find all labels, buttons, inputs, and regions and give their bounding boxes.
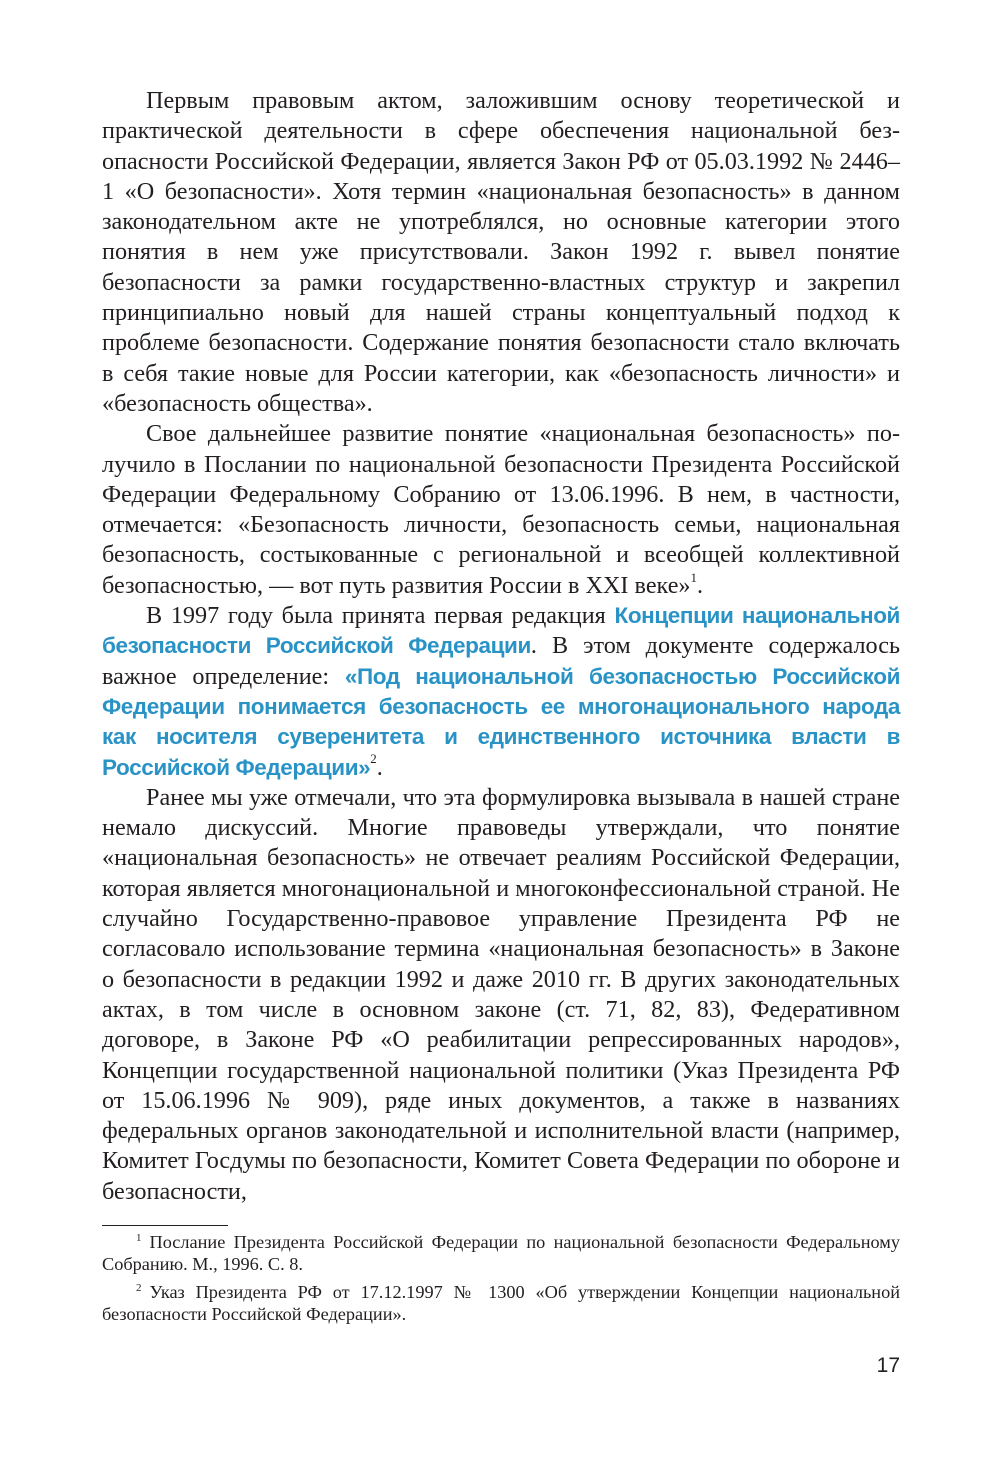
footnote-1	[102, 1231, 900, 1275]
paragraph-1	[102, 86, 900, 419]
footnotes	[102, 1231, 900, 1331]
footnote-2-mark: 2	[136, 1281, 142, 1294]
paragraph-4	[102, 783, 900, 1207]
footnote-divider	[102, 1225, 228, 1226]
paragraph-3	[102, 601, 900, 783]
paragraph-3-mid: . В этом документе содержалось важное определение:	[102, 632, 900, 690]
footnote-ref-2[interactable]: 2	[370, 751, 377, 767]
paragraph-1-text: Первым правовым актом, заложившим основу теоретической и практической деятельности в сфере обеспечения национальной безопасности Российской Федерации, является Закон РФ от 05.03.1992 № 2446–1 «О безопасности». Хотя термин «национальная безопасность» в данном законодательном акте не употреблялся, но основные категории этого понятия в нем уже присутствовали. Закон 1992 г. вывел понятие безопасности за рамки государственно-властных структур и закрепил принципиально новый для нашей страны концептуальный подход к проблеме безопасности. Содержание понятия безопасности стало включать в себя такие новые для России категории, как «безопасность личности» и «безопасность общества».	[102, 87, 900, 417]
page-number: 17	[876, 1354, 900, 1377]
paragraph-2	[102, 419, 900, 601]
main-text	[102, 86, 900, 1207]
footnote-ref-1[interactable]: 1	[690, 569, 698, 585]
footnote-2-text: Указ Президента РФ от 17.12.1997 № 1300 «Об утверждении Концепции национальной безопасности Российской Федерации».	[102, 1282, 900, 1324]
paragraph-3-end: .	[376, 753, 383, 781]
footnote-1-text: Послание Президента Российской Федерации по национальной безопасности Федеральному Собранию. М., 1996. С. 8.	[102, 1232, 900, 1274]
paragraph-4-text: Ранее мы уже отмечали, что эта формулировка вызывала в нашей стране немало дискуссий. Многие правоведы утверждали, что понятие «национальная безопасность» не отвечает реалиям Российской Федерации, которая является многонациональной и многоконфессиональной страной. Не случайно Государственно-правовое управление Президента РФ не согласовало использование термина «национальная безопасность» в Законе о безопасности в редакции 1992 и даже 2010 гг. В других законодательных актах, в том числе в основном законе (ст. 71, 82, 83), Федеративном договоре, в Законе РФ «О реабилитации репрессированных народов», Концепции государственной национальной политики (Указ Президента РФ от 15.06.1996 № 909), ряде иных документов, а также в названиях федеральных органов законодательной и исполнительной власти (например, Комитет Госдумы по безопасности, Комитет Совета Федерации по обороне и безопасности,	[102, 783, 900, 1205]
paragraph-2-end: .	[697, 571, 704, 599]
paragraph-3-start: В 1997 году была принята первая редакция	[146, 602, 615, 630]
footnote-2	[102, 1281, 900, 1325]
paragraph-2-text: Свое дальнейшее развитие понятие «национальная безопасность» получило в Послании по национальной безопасности Президента Российской Федерации Федеральному Собранию от 13.06.1996. В нем, в частности, отмечается: «Безопасность личности, безопасность семьи, национальная безопасность, состыкованные с региональной и всеобщей коллективной безопасностью, — вот путь развития России в XXI веке»	[102, 420, 900, 599]
footnote-1-mark: 1	[136, 1231, 142, 1244]
definition-highlight: «Под национальной безопасностью Российской Федерации понимается безопасность ее многонационального народа как носителя суверенитета и единственного источника власти в Российской Федерации»	[102, 663, 900, 780]
concept-highlight: Концепции национальной безопасности Российской Федерации	[102, 603, 900, 659]
